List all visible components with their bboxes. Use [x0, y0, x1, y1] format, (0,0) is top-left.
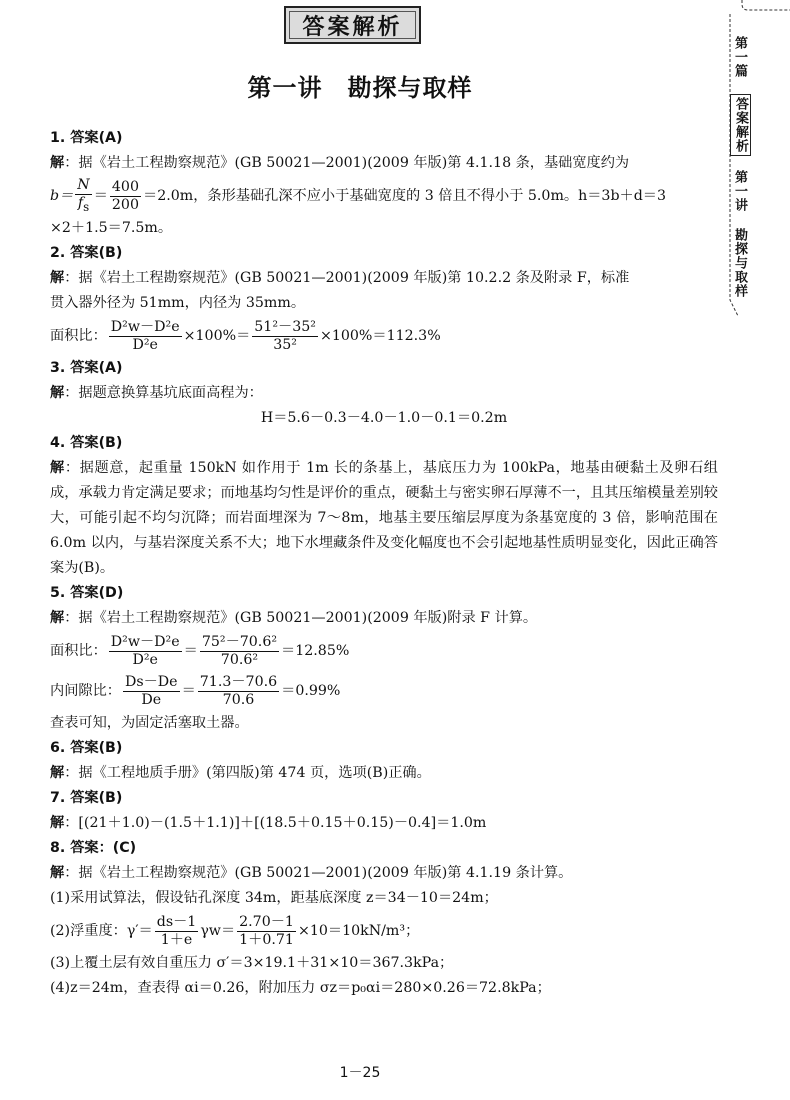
page-number: 1－25: [339, 1065, 381, 1081]
q1-frac2-bot: 200: [111, 196, 139, 213]
q7-answer: 7. 答案(B): [50, 790, 123, 806]
q5-answer: 5. 答案(D): [50, 585, 124, 601]
q5-gap-ratio: 内间隙比： $\frac{Ds-De}{De}$ ＝ $\frac{71.3-70.6}{70.6}$ ＝0.99%: [50, 673, 341, 708]
q1-line2: b＝ $\frac{N}{f_s}$ ＝ $\frac{400}{200}$ ＝2.0m，条形基础孔深不应小于基础宽度的 3 倍且不得小于 5.0m。h＝3b＋d＝3: [50, 176, 667, 214]
q5-gap-label: 内间隙比：: [50, 683, 121, 699]
q1-line2-rest: ＝2.0m，条形基础孔深不应小于基础宽度的 3 倍且不得小于 5.0m。h＝3b＋d＝3: [143, 188, 667, 204]
side-tab-section: 答案解析: [730, 94, 751, 156]
lecture-title: 第一讲 勘探与取样: [247, 74, 473, 102]
q4-text: ：据题意，起重量 150kN 如作用于 1m 长的条基上，基底压力为 100kPa，地基由硬黏土及卵石组成，承载力肯定满足要求；而地基均匀性是评价的重点，硬黏土与密实卵石厚薄不一，且其压缩模量差别较大，可能引起不均匀沉降；而岩面埋深为 7～8m，地基主要压缩层厚度为条基宽度的 3 倍，影响范围在 6.0m 以内，与基岩深度关系不大；地下水埋藏条件及变化幅度也不会引起地基性质明显变化，因此正确答案为(B)。: [50, 460, 718, 576]
q8-step2-label: (2)浮重度：γ′＝: [50, 923, 153, 939]
q8-answer: 8. 答案：(C): [50, 840, 137, 856]
q1-jie: 解: [50, 155, 65, 171]
q5-line1-text: ：据《岩土工程勘察规范》(GB 50021—2001)(2009 年版)附录 F 计算。: [64, 610, 538, 626]
q5-gap-frac-bot: De: [141, 691, 162, 708]
q8-line1: [50, 861, 718, 886]
answer-content: [50, 126, 718, 1001]
q1-frac-400-200: [110, 179, 141, 214]
q2-frac-bot: D²e: [132, 336, 158, 353]
q1-frac1-bot: f: [77, 194, 84, 211]
q2-line2: 贯入器外径为 51mm，内径为 35mm。: [50, 295, 306, 311]
q2-line1-text: ：据《岩土工程勘察规范》(GB 50021—2001)(2009 年版)第 10.2.2 条及附录 F，标准: [64, 270, 630, 286]
q2-frac2-bot: 35²: [273, 336, 297, 353]
q1-frac-n-fs: [75, 177, 91, 216]
q2-frac-values: [252, 319, 318, 354]
q4-explanation: [50, 456, 718, 581]
q8-line1-text: ：据《岩土工程勘察规范》(GB 50021—2001)(2009 年版)第 4.1.19 条计算。: [64, 865, 573, 881]
q8-step2-frac2-top: 2.70－1: [239, 913, 294, 930]
q8-jie: 解: [50, 865, 65, 881]
q2-jie: 解: [50, 270, 65, 286]
q1-b: b＝: [50, 188, 74, 204]
q5-area-frac: [109, 634, 182, 669]
q5-area-result: ＝12.85%: [281, 643, 350, 659]
q2-answer: 2. 答案(B): [50, 245, 123, 261]
q3-answer: 3. 答案(A): [50, 360, 123, 376]
q2-frac-top: D²w－D²e: [110, 318, 180, 335]
q5-area-frac-top: D²w－D²e: [110, 633, 180, 650]
q1-line1: [50, 151, 718, 176]
q4-answer: 4. 答案(B): [50, 435, 123, 451]
q5-area-frac-bot: D²e: [132, 651, 158, 668]
q3-formula: H＝5.6－0.3－4.0－1.0－0.1＝0.2m: [260, 410, 508, 426]
q5-area-frac2: [200, 634, 279, 669]
q5-gap-frac-top: Ds－De: [124, 673, 178, 690]
q7-line1-text: ：[(21＋1.0)－(1.5＋1.1)]＋[(18.5＋0.15＋0.15)－0.4]＝1.0m: [64, 815, 487, 831]
q5-gap-frac2-top: 71.3－70.6: [199, 673, 278, 690]
q3-line1-text: ：据题意换算基坑底面高程为：: [64, 385, 263, 401]
q5-jie: 解: [50, 610, 65, 626]
q5-area-frac2-top: 75²－70.6²: [201, 633, 278, 650]
side-tab-topic: 勘探与取样: [732, 228, 747, 298]
q6-jie: 解: [50, 765, 65, 781]
q5-area-ratio: 面积比： $\frac{\text{D²w－D²e}}{\text{D²e}}$ ＝ $\frac{\text{75²－70.6²}}{\text{70.6²}}$ ＝12.85%: [50, 633, 350, 668]
q1-frac2-top: 400: [111, 178, 139, 195]
q3-line1: [50, 381, 718, 406]
side-tab-part: 第一篇: [732, 36, 747, 78]
q7-jie: 解: [50, 815, 65, 831]
q1-line1-text: ：据《岩土工程勘察规范》(GB 50021—2001)(2009 年版)第 4.1.18 条，基础宽度约为: [64, 155, 630, 171]
q8-step2-frac: [155, 914, 199, 949]
q8-step4: (4)z＝24m，查表得 αi＝0.26，附加压力 σz＝p₀αi＝280×0.26＝72.8kPa；: [50, 980, 551, 996]
q3-jie: 解: [50, 385, 65, 401]
section-header-box: [284, 6, 421, 44]
q1-answer: 1. 答案(A): [50, 130, 123, 146]
q8-step2-result: ×10＝10kN/m³；: [297, 923, 420, 939]
q8-step2: [50, 911, 718, 951]
q8-step2-mid: γw＝: [200, 923, 236, 939]
q1-line3: ×2＋1.5＝7.5m。: [50, 220, 173, 236]
q5-gap-frac2-bot: 70.6: [222, 691, 255, 708]
q5-area-frac2-bot: 70.6²: [220, 651, 259, 668]
section-header-title: 答案解析: [302, 14, 403, 40]
q5-line1: [50, 606, 718, 631]
q5-gap-frac: [123, 674, 180, 709]
q8-step2-frac2: [237, 914, 296, 949]
q6-line1: [50, 761, 718, 786]
q1-frac1-sub: s: [83, 199, 90, 214]
q2-result: ×100%＝112.3%: [319, 328, 441, 344]
q4-jie: 解: [50, 460, 65, 476]
q2-mid: ×100%＝: [183, 328, 251, 344]
side-tab-lecture: 第一讲: [732, 170, 747, 212]
q6-answer: 6. 答案(B): [50, 740, 123, 756]
q5-gap-result: ＝0.99%: [281, 683, 341, 699]
q5-gap-frac2: [198, 674, 279, 709]
q2-area-ratio: [50, 316, 718, 356]
q8-step3: (3)上覆土层有效自重压力 σ′＝3×19.1＋31×10＝367.3kPa；: [50, 955, 454, 971]
q2-frac2-top: 51²－35²: [254, 318, 316, 335]
q8-step2-frac-top: ds－1: [156, 913, 197, 930]
q6-line1-text: ：据《工程地质手册》(第四版)第 474 页，选项(B)正确。: [64, 765, 431, 781]
q2-area-label: 面积比：: [50, 328, 107, 344]
q8-step2-frac2-bot: 1＋0.71: [239, 931, 294, 948]
q5-area-label: 面积比：: [50, 643, 107, 659]
q1-frac1-top: N: [77, 176, 90, 193]
q2-frac-d: [109, 319, 182, 354]
q5-conclusion: 查表可知，为固定活塞取土器。: [50, 715, 249, 731]
q2-line1: [50, 266, 718, 291]
q8-step1: (1)采用试算法，假设钻孔深度 34m，距基底深度 z＝34－10＝24m；: [50, 890, 498, 906]
q7-line1: [50, 811, 718, 836]
q8-step2-frac-bot: 1＋e: [160, 931, 193, 948]
